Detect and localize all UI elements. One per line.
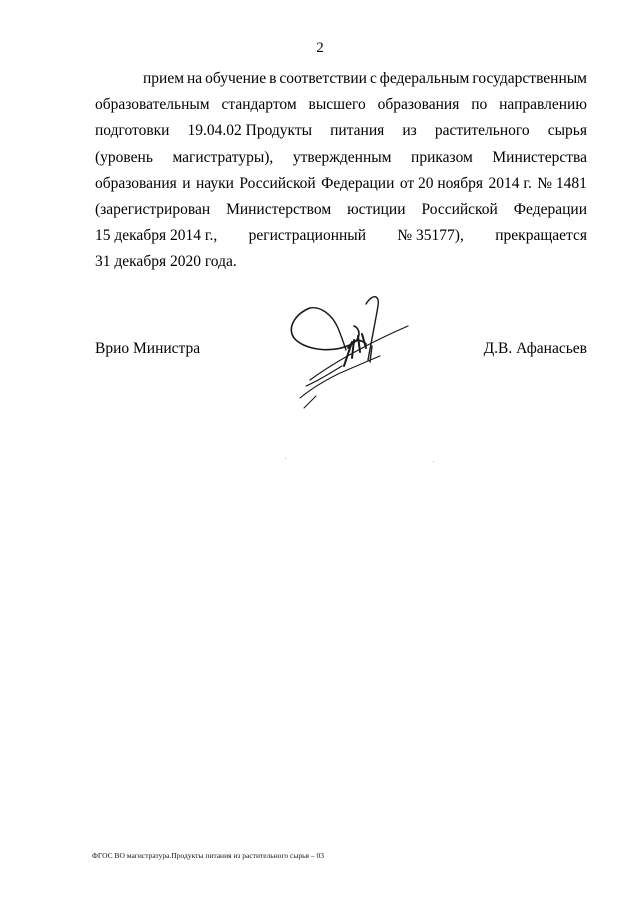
paragraph-line-8 <box>95 249 587 275</box>
paragraph-line-1 <box>95 66 587 92</box>
word: 15 декабря 2014 г., <box>95 227 218 245</box>
word: Российской <box>239 174 316 192</box>
scan-speck <box>433 461 434 462</box>
word: (зарегистрирован <box>95 200 211 218</box>
word: прекращается <box>495 227 587 245</box>
word: Министерства <box>492 148 587 166</box>
word: высшего <box>308 96 366 114</box>
word: из <box>402 122 417 140</box>
paragraph-line-5 <box>95 171 587 197</box>
word: 19.04.02 Продукты <box>187 122 313 140</box>
word: по <box>471 96 488 114</box>
paragraph-line-3 <box>95 118 587 144</box>
paragraph-line-4 <box>95 145 587 171</box>
document-footer: ФГОС ВО магистратура.Продукты питания из растительного сырья – 03 <box>92 851 324 860</box>
word: растительного <box>434 122 530 140</box>
word: образовательным <box>95 96 210 114</box>
word: магистратуры), <box>172 148 274 166</box>
page-number: 2 <box>316 40 324 56</box>
word: юстиции <box>347 200 406 218</box>
word: утвержденным <box>292 148 392 166</box>
word: образования <box>377 96 460 114</box>
main-paragraph <box>95 66 587 276</box>
word: с <box>369 70 377 87</box>
word: 31 декабря 2020 года. <box>95 253 237 271</box>
word: направлению <box>499 96 587 114</box>
word: обучение <box>205 70 267 87</box>
word: Федерации <box>513 200 587 218</box>
scan-speck <box>285 458 286 459</box>
word: № 1481 <box>537 174 587 192</box>
word: прием <box>143 70 185 87</box>
paragraph-line-7 <box>95 223 587 249</box>
word: сырья <box>547 122 587 140</box>
word: Российской <box>421 200 498 218</box>
word: государственным <box>472 70 587 87</box>
word: Министерством <box>226 200 332 218</box>
word: стандартом <box>221 96 297 114</box>
word: регистрационный <box>248 227 366 245</box>
word: от 20 ноября <box>399 174 484 192</box>
word: в <box>269 70 277 87</box>
paragraph-line-6 <box>95 197 587 223</box>
paragraph-line-2 <box>95 92 587 118</box>
handwritten-signature <box>280 288 420 413</box>
signatory-name: Д.В. Афанасьев <box>483 340 587 357</box>
signatory-title: Врио Министра <box>95 340 201 357</box>
word: № 35177), <box>397 227 464 245</box>
word: приказом <box>411 148 473 166</box>
word: подготовки <box>95 122 170 140</box>
word: Федерации <box>321 174 395 192</box>
word: (уровень <box>95 148 153 166</box>
word: и <box>182 174 191 192</box>
word: на <box>187 70 203 87</box>
word: 2014 г. <box>488 174 532 192</box>
word: образования <box>95 174 177 192</box>
word: питания <box>330 122 385 140</box>
word: соответствии <box>279 70 367 87</box>
word: науки <box>195 174 234 192</box>
word: федеральным <box>379 70 470 87</box>
